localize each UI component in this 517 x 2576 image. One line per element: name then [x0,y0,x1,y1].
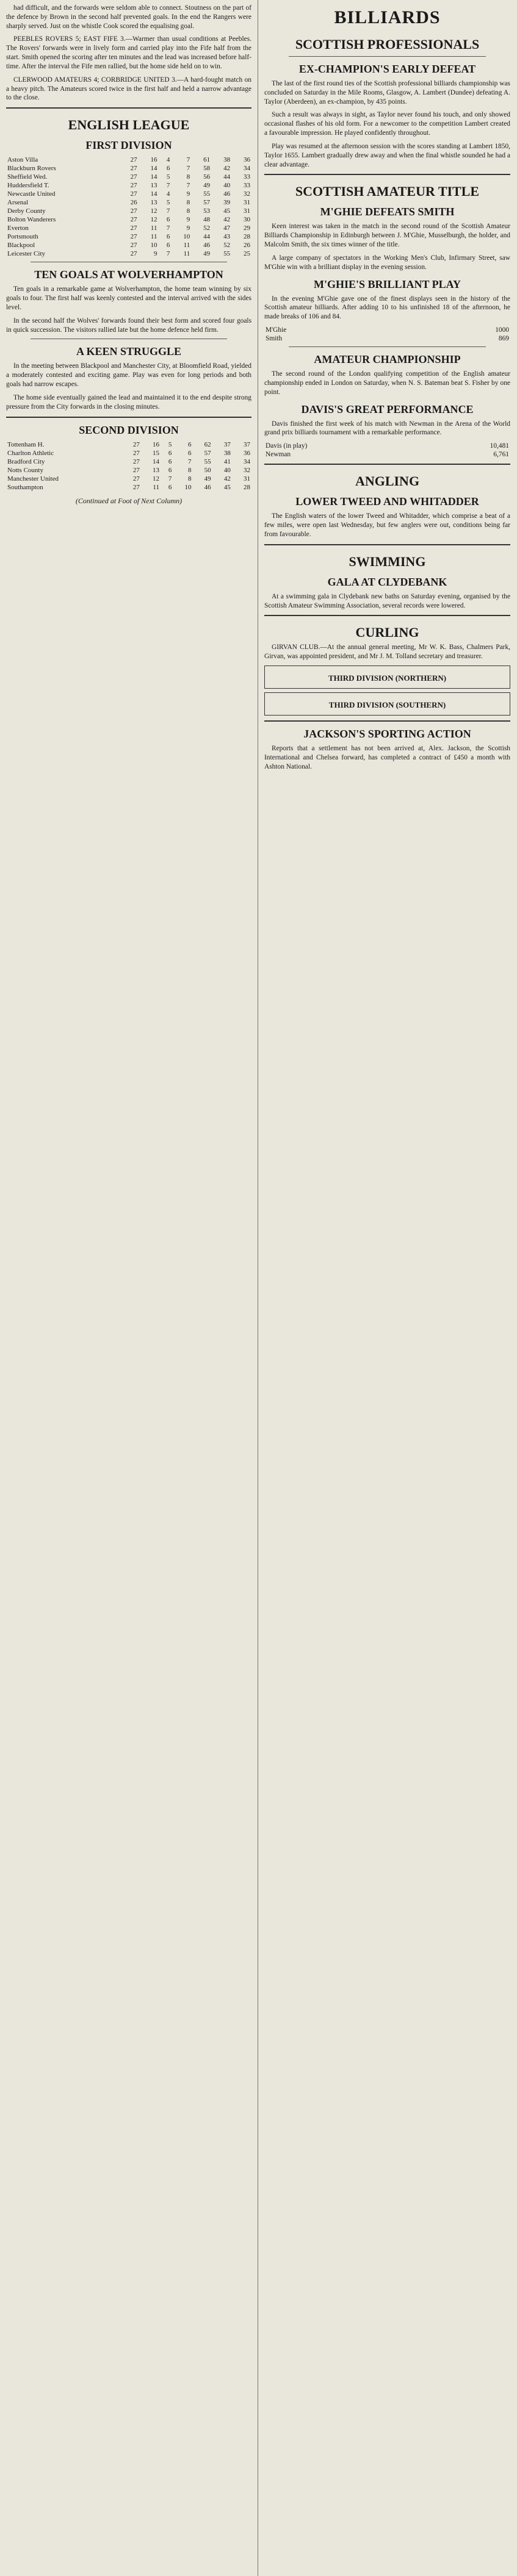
stat-cell: 49 [203,182,211,190]
divider [264,174,510,175]
stat-cell: 8 [188,466,192,474]
table-row [6,198,251,207]
stat-cell: 27 [130,173,137,181]
stat-cell: 6 [188,449,192,457]
stat-cell: 62 [204,440,211,448]
stat-cell: 31 [244,207,250,215]
team-name: Southampton [7,483,43,491]
stat-cell: 44 [223,173,231,181]
stat-cell: 9 [186,224,190,232]
stat-cell: 31 [244,199,250,207]
stat-cell: 4 [166,190,170,198]
stat-cell: 41 [223,457,231,465]
table-row [6,215,251,224]
table-row [6,449,251,457]
stat-cell: 28 [244,483,250,491]
divider [264,720,510,722]
stat-cell: 7 [166,182,170,190]
curling-heading: CURLING [355,625,419,640]
stat-cell: 13 [150,199,157,207]
stat-cell: 50 [204,466,211,474]
stat-cell: 33 [244,173,250,181]
third-south-box [264,692,510,716]
table-row [6,173,251,181]
gala-para: At a swimming gala in Clydebank new baths on Saturday evening, organised by the Scottish Amateur Swimming Association, several records were lowered. [264,592,510,609]
table-row [6,466,251,475]
stat-cell: 46 [204,483,211,491]
struggle-para-1: In the meeting between Blackpool and Manchester City, at Bloomfield Road, yielded a moderately contested and exciting game. Play was even for long periods and both goals had narrow escapes. [6,362,251,389]
stat-cell: 11 [150,224,157,232]
scottish-pros-heading: SCOTTISH PROFESSIONALS [295,37,480,52]
second-division-table [6,440,251,492]
stat-cell: 47 [223,224,231,232]
stat-cell: 7 [168,475,172,483]
stat-cell: 28 [244,233,250,241]
team-name: Bradford City [7,457,45,465]
team-name: Notts County [7,466,43,474]
stat-cell: 58 [203,165,211,173]
table-row [6,241,251,249]
table-row [6,164,251,173]
stat-cell: 26 [130,199,137,207]
stat-cell: 38 [223,156,231,164]
second-division-heading: SECOND DIVISION [79,423,179,436]
stat-cell: 6 [188,440,192,448]
team-name: Huddersfield T. [7,182,49,190]
stat-cell: 7 [186,182,190,190]
stat-cell: 27 [130,250,137,258]
swimming-heading: SWIMMING [349,553,426,569]
stat-cell: 49 [204,475,211,483]
table-row [6,190,251,198]
table-row [6,483,251,492]
stat-cell: 27 [132,457,140,465]
stat-cell: 32 [244,466,250,474]
team-name: Davis (in play) [266,442,308,450]
stat-cell: 36 [244,449,250,457]
stat-cell: 9 [154,250,157,258]
stat-cell: 38 [223,449,231,457]
stat-cell: 36 [244,156,250,164]
stat-cell: 46 [203,242,211,249]
billiards-para-2: Such a result was always in sight, as Taylor never found his touch, and only showed occasional flashes of his old form. For a newcomer to the competition Lambert created a favourable impression. He played confidently throughout. [264,111,510,137]
billiards-heading: BILLIARDS [334,7,441,27]
stat-cell: 14 [150,173,157,181]
stat-cell: 8 [186,207,190,215]
team-name: Blackpool [7,242,35,249]
stat-cell: 10 [150,242,157,249]
stat-cell: 55 [223,250,231,258]
stat-cell: 57 [203,199,211,207]
stat-cell: 40 [223,182,231,190]
stat-cell: 30 [244,216,250,224]
stat-cell: 5 [166,199,170,207]
third-north-heading: THIRD DIVISION (NORTHERN) [328,673,447,683]
team-name: Blackburn Rovers [7,165,56,173]
continued-note: (Continued at Foot of Next Column) [75,496,183,505]
stat-cell: 14 [150,190,157,198]
stat-cell: 12 [150,207,157,215]
amateur-title-heading: SCOTTISH AMATEUR TITLE [295,184,480,199]
stat-cell: 27 [130,165,137,173]
stat-cell: 13 [152,466,159,474]
stat-cell: 61 [203,156,211,164]
stat-cell: 55 [203,190,211,198]
stat-cell: 7 [166,250,170,258]
stat-cell: 27 [132,483,140,491]
stat-cell: 49 [203,250,211,258]
stat-cell: 44 [203,233,211,241]
stat-cell: 27 [132,475,140,483]
mghie-defeats-heading: M'GHIE DEFEATS SMITH [320,206,455,218]
intro-para-3: CLERWOOD AMATEURS 4; CORBRIDGE UNITED 3.—A hard-fought match on a heavy pitch. The Amateurs scored twice in the first half and held a narrow advantage to the close. [6,76,251,102]
billiards-para-3: Play was resumed at the afternoon session with the scores standing at Lambert 1850, Taylor 1655. Lambert gradually drew away and when the final whistle sounded he had a clear advantage. [264,142,510,168]
stat-cell: 43 [223,233,231,241]
stat-cell: 11 [153,483,159,491]
team-name: Tottenham H. [7,440,45,448]
stat-cell: 40 [223,466,231,474]
stat-cell: 27 [132,440,140,448]
team-name: Smith [266,335,283,343]
english-league-heading: ENGLISH LEAGUE [68,117,190,133]
divider [264,544,510,545]
stat-cell: 10,481 [490,442,509,450]
table-row [6,457,251,466]
stat-cell: 4 [166,156,170,164]
stat-cell: 13 [150,182,157,190]
stat-cell: 32 [244,190,250,198]
stat-cell: 6 [168,457,172,465]
amateur-champ-para: The second round of the London qualifying competition of the English amateur championship ended in London on Saturday, when N. S. Bateman beat S. Fisher by one point. [264,370,510,396]
amateur-champ-heading: AMATEUR CHAMPIONSHIP [314,353,461,366]
team-name: Everton [7,224,29,232]
score-row [264,442,510,450]
stat-cell: 7 [166,207,170,215]
stat-cell: 15 [152,449,159,457]
angling-heading: ANGLING [355,473,420,489]
davis-scorecard [264,442,510,459]
team-name: Charlton Athletic [7,449,54,457]
team-name: Newcastle United [7,190,56,198]
early-defeat-heading: EX-CHAMPION'S EARLY DEFEAT [298,63,476,75]
team-name: Bolton Wanderers [7,216,56,224]
stat-cell: 6 [168,449,172,457]
team-name: M'Ghie [266,326,287,334]
struggle-para-2: The home side eventually gained the lead and maintained it to the end despite strong pressure from the City forwards in the closing minutes. [6,393,251,411]
team-name: Derby County [7,207,46,215]
tweed-para: The English waters of the lower Tweed and Whitadder, which comprise a beat of a few miles, were open last Wednesday, but few anglers were out, conditions being far from favourable. [264,512,510,538]
davis-heading: DAVIS'S GREAT PERFORMANCE [301,403,474,415]
stat-cell: 6 [168,466,172,474]
stat-cell: 16 [152,440,159,448]
stat-cell: 6 [166,233,170,241]
stat-cell: 34 [244,165,250,173]
stat-cell: 34 [244,457,250,465]
stat-cell: 27 [130,216,137,224]
stat-cell: 12 [150,216,157,224]
stat-cell: 53 [203,207,211,215]
divider [6,417,251,418]
stat-cell: 8 [186,199,190,207]
stat-cell: 6 [166,165,170,173]
team-name: Arsenal [7,199,29,207]
team-name: Sheffield Wed. [7,173,48,181]
table-row [6,156,251,164]
billiards-para-1: The last of the first round ties of the Scottish professional billiards championship was concluded on Saturday in the Mile Rooms, Glasgow, A. Lambert (Dundee) defeating A. Taylor (Aberdeen), an ex-champion, by 435 points. [264,80,510,106]
table-row [6,440,251,449]
stat-cell: 11 [183,250,190,258]
score-row [264,334,510,343]
stat-cell: 33 [244,182,250,190]
divider [289,56,486,57]
stat-cell: 52 [223,242,231,249]
stat-cell: 31 [244,475,250,483]
stat-cell: 6,761 [493,451,509,459]
stat-cell: 56 [203,173,211,181]
table-row [6,207,251,215]
divider [264,615,510,616]
stat-cell: 27 [130,207,137,215]
scorecard [264,326,510,343]
stat-cell: 12 [152,475,159,483]
team-name: Leicester City [7,250,46,258]
table-row [6,249,251,258]
tweed-heading: LOWER TWEED AND WHITADDER [295,495,479,508]
stat-cell: 25 [244,250,250,258]
stat-cell: 27 [130,190,137,198]
jackson-heading: JACKSON'S SPORTING ACTION [303,728,471,741]
stat-cell: 45 [223,207,231,215]
table-row [6,232,251,241]
stat-cell: 42 [223,216,231,224]
stat-cell: 29 [244,224,250,232]
stat-cell: 37 [244,440,250,448]
ten-goals-heading: TEN GOALS AT WOLVERHAMPTON [34,268,223,281]
stat-cell: 10 [184,483,192,491]
stat-cell: 27 [130,233,137,241]
stat-cell: 8 [186,173,190,181]
team-name: Aston Villa [7,156,38,164]
team-name: Newman [266,451,291,459]
amateur-para-1: Keen interest was taken in the match in the second round of the Scottish Amateur Billiards Championship in Edinburgh between J. M'Ghie, Musselburgh, the holder, and Malcolm Smith, the six times winner of the title. [264,223,510,249]
divider [264,464,510,465]
stat-cell: 27 [130,156,137,164]
stat-cell: 57 [204,449,211,457]
stat-cell: 27 [130,182,137,190]
left-column [0,0,258,2576]
brilliant-play-heading: M'GHIE'S BRILLIANT PLAY [313,278,461,290]
third-south-heading: THIRD DIVISION (SOUTHERN) [328,700,446,710]
stat-cell: 55 [204,457,211,465]
stat-cell: 869 [498,335,509,343]
stat-cell: 10 [183,233,190,241]
report-para-2: In the second half the Wolves' forwards found their best form and scored four goals in quick succession. The visitors rallied late but the home defence held firm. [6,317,251,334]
table-row [6,181,251,190]
stat-cell: 7 [166,224,170,232]
stat-cell: 5 [166,173,170,181]
stat-cell: 42 [223,475,231,483]
first-division-table [6,156,251,258]
divider [289,346,486,347]
brilliant-para: In the evening M'Ghie gave one of the finest displays seen in the history of the Scottish amateur billiards. After adding 10 to his unfinished 18 of the afternoon, he made breaks of 106 and 84. [264,295,510,321]
stat-cell: 42 [223,165,231,173]
stat-cell: 27 [130,224,137,232]
gala-heading: GALA AT CLYDEBANK [327,575,447,588]
stat-cell: 7 [186,165,190,173]
table-row [6,224,251,232]
team-name: Portsmouth [7,233,38,241]
davis-para: Davis finished the first week of his match with Newman in the Arena of the World grand prix billiards tournament with a remarkable performance. [264,420,510,437]
report-para-1: Ten goals in a remarkable game at Wolverhampton, the home team winning by six goals to four. The first half was keenly contested and the interval arrived with the sides level. [6,285,251,311]
score-row [264,450,510,459]
third-north-box [264,666,510,689]
stat-cell: 11 [150,233,157,241]
stat-cell: 6 [168,483,172,491]
stat-cell: 14 [152,457,159,465]
stat-cell: 26 [244,242,250,249]
table-row [6,475,251,483]
score-row [264,326,510,334]
stat-cell: 48 [203,216,211,224]
stat-cell: 7 [188,457,192,465]
stat-cell: 39 [223,199,231,207]
divider [6,107,251,109]
stat-cell: 6 [166,216,170,224]
amateur-para-2: A large company of spectators in the Working Men's Club, Infirmary Street, saw M'Ghie win with a brilliant display in the evening session. [264,254,510,271]
keen-struggle-heading: A KEEN STRUGGLE [76,345,182,358]
stat-cell: 37 [223,440,231,448]
stat-cell: 6 [166,242,170,249]
stat-cell: 8 [188,475,192,483]
stat-cell: 27 [130,242,137,249]
stat-cell: 16 [150,156,157,164]
stat-cell: 46 [223,190,231,198]
stat-cell: 52 [203,224,211,232]
team-name: Manchester United [7,475,59,483]
intro-para-2: PEEBLES ROVERS 5; EAST FIFE 3.—Warmer than usual conditions at Peebles. The Rovers' forwards were in lively form and carried play into the Fife half from the start. Smith opened the scoring after ten minutes and the lead was increased before half-time. After the interval the Fife men rallied, but the home side held on to win. [6,35,251,70]
curling-para: GIRVAN CLUB.—At the annual general meeting, Mr W. K. Bass, Chalmers Park, Girvan, was appointed president, and Mr J. M. Tolland secretary and treasurer. [264,644,510,661]
stat-cell: 14 [150,165,157,173]
stat-cell: 11 [183,242,190,249]
stat-cell: 45 [223,483,231,491]
right-column [258,0,516,2576]
stat-cell: 5 [168,440,172,448]
stat-cell: 27 [132,449,140,457]
stat-cell: 9 [186,190,190,198]
jackson-para: Reports that a settlement has not been arrived at, Alex. Jackson, the Scottish International and Chelsea forward, has completed a contract of £450 a month with Ashton National. [264,745,510,770]
stat-cell: 9 [186,216,190,224]
intro-para-1: had difficult, and the forwards were seldom able to connect. Stoutness on the part of the defence by Brown in the second half prevented goals. In the end the Rangers were sharply served. Just on the whistle Cook scored the equalising goal. [6,4,251,30]
first-division-heading: FIRST DIVISION [85,139,172,152]
stat-cell: 27 [132,466,140,474]
stat-cell: 7 [186,156,190,164]
stat-cell: 1000 [495,326,509,334]
